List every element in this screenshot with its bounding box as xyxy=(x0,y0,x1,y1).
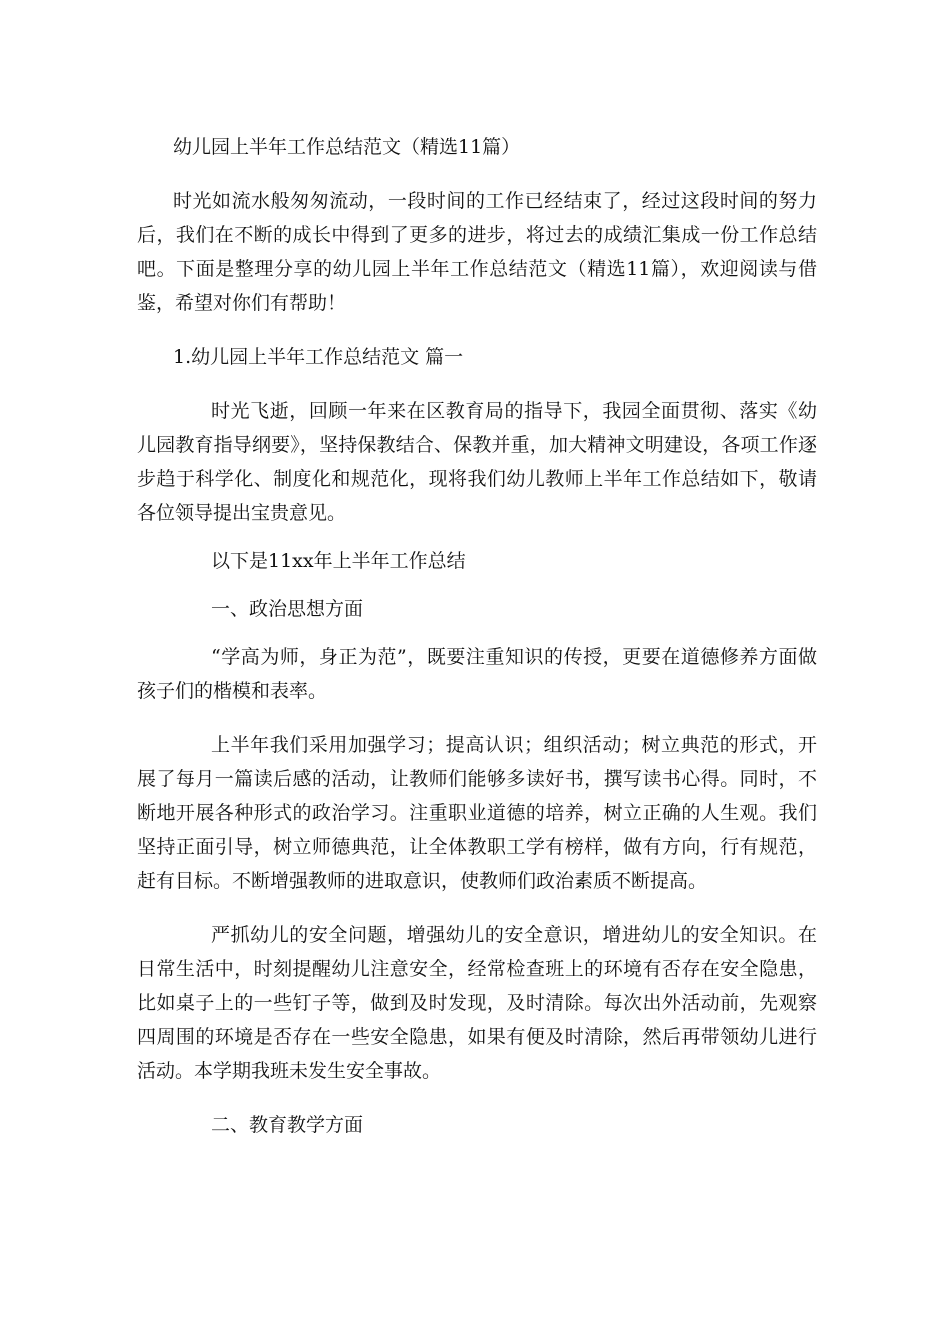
subheading-education: 二、教育教学方面 xyxy=(211,1114,364,1136)
intro-paragraph: 时光如流水般匆匆流动，一段时间的工作已经结束了，经过这段时间的努力后，我们在不断的成长中得到了更多的进步，将过去的成绩汇集成一份工作总结吧。下面是整理分享的幼儿园上半年工作总结范文（精选11篇），欢迎阅读与借鉴，希望对你们有帮助！ xyxy=(137,190,817,314)
paragraph-2: 以下是11xx年上半年工作总结 xyxy=(211,550,466,572)
section-heading: 1.幼儿园上半年工作总结范文 篇一 xyxy=(173,346,464,368)
paragraph-1: 时光飞逝，回顾一年来在区教育局的指导下，我园全面贯彻、落实《幼儿园教育指导纲要》，坚持保教结合、保教并重，加大精神文明建设，各项工作逐步趋于科学化、制度化和规范化，现将我们幼儿教师上半年工作总结如下，敬请各位领导提出宝贵意见。 xyxy=(137,400,817,524)
paragraph-5: 严抓幼儿的安全问题，增强幼儿的安全意识，增进幼儿的安全知识。在日常生活中，时刻提醒幼儿注意安全，经常检查班上的环境有否存在安全隐患，比如桌子上的一些钉子等，做到及时发现，及时清除。每次出外活动前，先观察四周围的环境是否存在一些安全隐患，如果有便及时清除，然后再带领幼儿进行活动。本学期我班未发生安全事故。 xyxy=(137,924,817,1082)
paragraph-3: “学高为师，身正为范”，既要注重知识的传授，更要在道德修养方面做孩子们的楷模和表率。 xyxy=(137,646,817,702)
document-title: 幼儿园上半年工作总结范文（精选11篇） xyxy=(173,136,521,158)
subheading-politics: 一、政治思想方面 xyxy=(211,598,364,620)
paragraph-4: 上半年我们采用加强学习；提高认识；组织活动；树立典范的形式，开展了每月一篇读后感的活动，让教师们能够多读好书，撰写读书心得。同时，不断地开展各种形式的政治学习。注重职业道德的培养，树立正确的人生观。我们坚持正面引导，树立师德典范，让全体教职工学有榜样，做有方向，行有规范，赶有目标。不断增强教师的进取意识，使教师们政治素质不断提高。 xyxy=(137,734,817,892)
document-body xyxy=(137,130,817,1142)
